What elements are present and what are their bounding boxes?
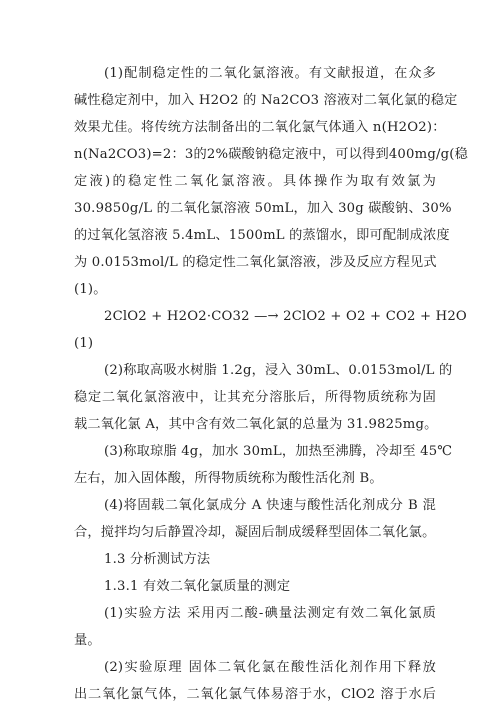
text-line: 30.9850g/L 的二氧化氯溶液 50mL，加入 30g 碳酸钠、30% <box>74 201 452 216</box>
equation-number: (1) <box>74 336 94 351</box>
equation-line: 2ClO2 + H2O2·CO32 —→ 2ClO2 + O2 + CO2 + H2O <box>104 309 467 324</box>
text-line: 效果尤佳。将传统方法制备出的二氧化氯气体通入 n(H2O2)： <box>74 120 446 135</box>
text-line: (2)称取高吸水树脂 1.2g，浸入 30mL、0.0153mol/L 的 <box>104 363 453 378</box>
text-line: 稳定二氧化氯溶液中，让其充分溶胀后，所得物质统称为固 <box>74 390 436 405</box>
text-line: (1)实验方法 采用丙二酸-碘量法测定有效二氧化氯质 <box>104 606 436 621</box>
text-line: 碱性稳定剂中，加入 H2O2 的 Na2CO3 溶液对二氧化氯的稳定 <box>74 93 458 108</box>
text-line: 合，搅拌均匀后静置冷却，凝固后制成缓释型固体二氧化氯。 <box>74 525 436 540</box>
text-line: 出二氧化氯气体，二氧化氯气体易溶于水，ClO2 溶于水后 <box>74 687 436 702</box>
text-line: 定液)的稳定性二氧化氯溶液。具体操作为取有效氯为 <box>74 174 436 189</box>
text-line: 的过氧化氢溶液 5.4mL、1500mL 的蒸馏水，即可配制成浓度 <box>74 228 450 243</box>
text-line: (4)将固载二氧化氯成分 A 快速与酸性活化剂成分 B 混 <box>104 498 436 513</box>
text-line: (3)称取琼脂 4g，加水 30mL，加热至沸腾，冷却至 45℃ <box>104 444 453 459</box>
text-line: (1)配制稳定性的二氧化氯溶液。有文献报道，在众多 <box>104 66 436 81</box>
text-line: n(Na2CO3)=2：3的2%碳酸钠稳定液中，可以得到400mg/g(稳 <box>74 147 468 162</box>
subsection-heading: 1.3.1 有效二氧化氯质量的测定 <box>104 579 291 594</box>
text-line: 载二氧化氯 A，其中含有效二氧化氯的总量为 31.9825mg。 <box>74 417 438 432</box>
text-line: (1)。 <box>74 282 107 297</box>
text-line: 左右，加入固体酸，所得物质统称为酸性活化剂 B。 <box>74 471 383 486</box>
section-heading: 1.3 分析测试方法 <box>104 552 211 567</box>
text-line: (2)实验原理 固体二氧化氯在酸性活化剂作用下释放 <box>104 660 436 675</box>
text-line: 为 0.0153mol/L 的稳定性二氧化氯溶液，涉及反应方程见式 <box>74 255 437 270</box>
text-line: 量。 <box>74 633 101 648</box>
